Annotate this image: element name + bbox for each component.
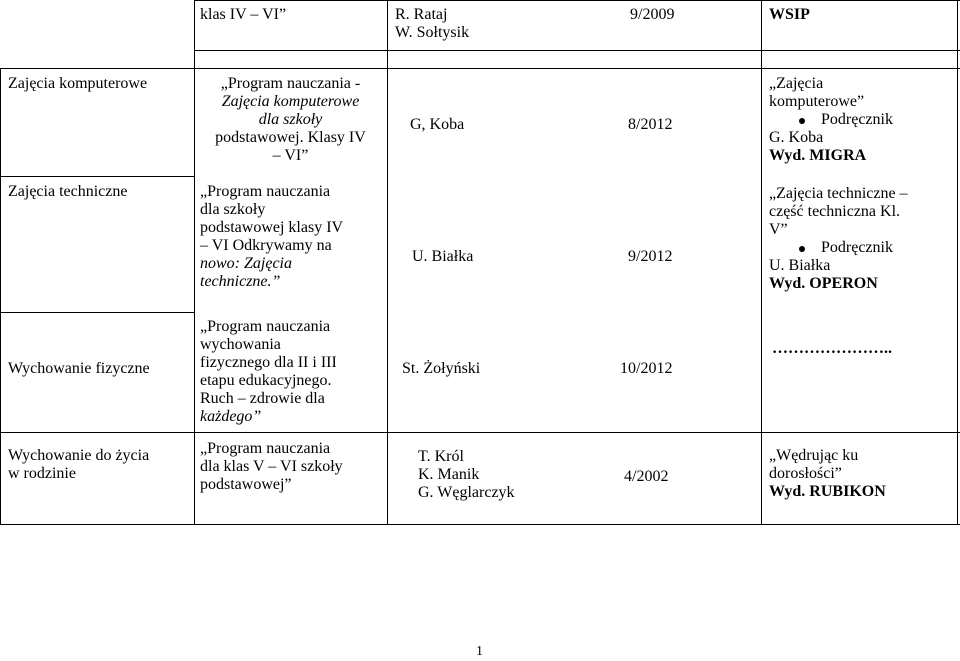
- book-title-l2: dorosłości”: [769, 465, 842, 482]
- book-title-l2: część techniczna Kl.: [769, 203, 901, 220]
- header-publisher: WSIP: [769, 6, 810, 23]
- header-bottom-border: [194, 50, 960, 51]
- program-line: etapu edukacyjnego.: [200, 372, 332, 389]
- program-pe: [200, 318, 385, 426]
- book-title-l1: „Zajęcia: [769, 75, 824, 92]
- subject-computer: Zajęcia komputerowe: [8, 75, 148, 92]
- header-approval-number: 9/2009: [630, 6, 675, 23]
- book-title-l1: „Zajęcia techniczne –: [769, 185, 908, 202]
- program-line: „Program nauczania: [200, 318, 331, 335]
- program-line: dla szkoły: [200, 201, 266, 218]
- book-computer: [769, 75, 893, 165]
- program-computer: [194, 75, 387, 165]
- program-line: – VI”: [272, 147, 309, 164]
- book-author: U. Białka: [769, 257, 831, 274]
- number-family: 4/2002: [624, 468, 669, 485]
- program-line: wychowania: [200, 336, 281, 353]
- book-bullet-item: Podręcznik: [769, 239, 908, 257]
- program-line: fizycznego dla II i III: [200, 354, 337, 371]
- subject-family: [8, 447, 149, 483]
- col-border-3: [761, 0, 762, 525]
- program-line: dla szkoły: [258, 111, 323, 128]
- book-bullet-item: Podręcznik: [769, 111, 893, 129]
- table-body-top-border: [0, 68, 960, 69]
- program-line: podstawowej klasy IV: [200, 219, 344, 236]
- program-line: „Program nauczania: [200, 440, 331, 457]
- program-line: Ruch – zdrowie dla: [200, 390, 325, 407]
- table-bottom-border: [0, 524, 960, 525]
- bullet-icon: [799, 118, 805, 124]
- book-author: G. Koba: [769, 129, 824, 146]
- book-pe-placeholder: …………………..: [772, 340, 892, 357]
- header-authors: [395, 6, 469, 42]
- author-family: [418, 448, 515, 502]
- program-line: każdego”: [200, 408, 262, 425]
- number-computer: 8/2012: [628, 116, 673, 133]
- book-title-l1: „Wędrując ku: [769, 447, 859, 464]
- program-line: „Program nauczania -: [220, 75, 361, 92]
- header-author-2: W. Sołtysik: [395, 24, 470, 41]
- book-publisher: Wyd. MIGRA: [769, 147, 867, 164]
- col-border-4: [957, 0, 958, 525]
- program-family: [200, 440, 385, 494]
- table-top-border: [194, 0, 960, 1]
- program-line: – VI Odkrywamy na: [200, 237, 332, 254]
- author-technical: U. Białka: [412, 248, 474, 265]
- program-line: nowo: Zajęcia: [200, 255, 292, 272]
- subject-pe: Wychowanie fizyczne: [8, 360, 150, 377]
- row3-bottom-border: [0, 432, 960, 433]
- book-title-l2: komputerowe”: [769, 93, 865, 110]
- book-publisher: Wyd. OPERON: [769, 275, 878, 292]
- header-author-1: R. Rataj: [395, 6, 448, 23]
- number-technical: 9/2012: [628, 248, 673, 265]
- author-family-l2: K. Manik: [418, 466, 480, 483]
- bullet-icon: [799, 246, 805, 252]
- col-border-2: [387, 0, 388, 525]
- book-family: [769, 447, 886, 501]
- row1-bottom-border: [0, 176, 195, 177]
- author-computer: G, Koba: [410, 116, 465, 133]
- book-technical: [769, 185, 908, 293]
- author-family-l3: G. Węglarczyk: [418, 484, 515, 501]
- subject-family-l2: w rodzinie: [8, 465, 76, 482]
- page-number: 1: [476, 644, 483, 659]
- author-pe: St. Żołyński: [402, 360, 481, 377]
- book-publisher: Wyd. RUBIKON: [769, 483, 886, 500]
- subject-family-l1: Wychowanie do życia: [8, 447, 150, 464]
- row2-bottom-border: [0, 312, 195, 313]
- program-technical: [200, 183, 385, 291]
- number-pe: 10/2012: [620, 360, 673, 377]
- subject-technical: Zajęcia techniczne: [8, 183, 128, 200]
- program-line: „Program nauczania: [200, 183, 331, 200]
- col-border-0: [0, 68, 1, 525]
- book-title-l3: V”: [769, 221, 788, 238]
- program-line: techniczne.”: [200, 273, 281, 290]
- program-line: podstawowej. Klasy IV: [215, 129, 366, 146]
- program-line: podstawowej”: [200, 476, 292, 493]
- author-family-l1: T. Król: [418, 448, 464, 465]
- header-classes: klas IV – VI”: [200, 6, 287, 23]
- program-line: Zajęcia komputerowe: [221, 93, 360, 110]
- program-line: dla klas V – VI szkoły: [200, 458, 343, 475]
